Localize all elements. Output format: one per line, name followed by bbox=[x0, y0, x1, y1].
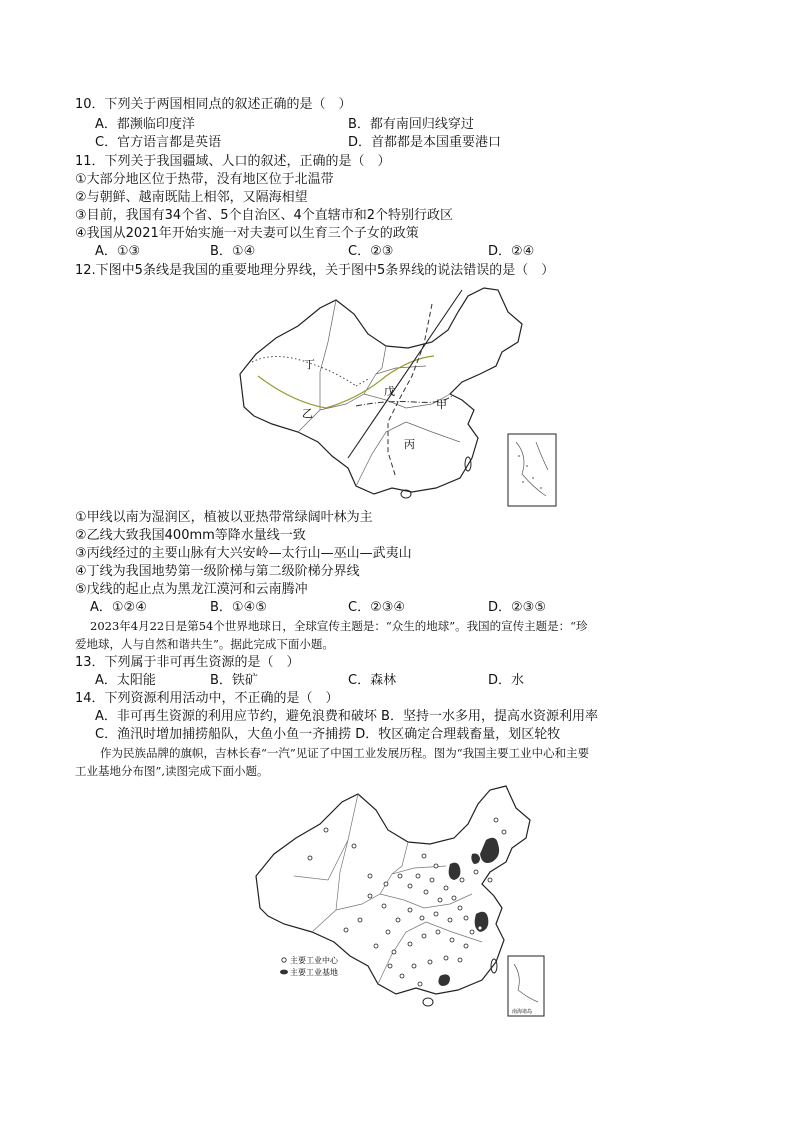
south-china-sea-inset bbox=[508, 434, 556, 506]
q12-option-c: C．②③④ bbox=[348, 600, 406, 615]
material2-line1: 作为民族品牌的旗帜，吉林长春“一汽”见证了中国工业发展历程。图为“我国主要工业中心和主要 bbox=[100, 746, 590, 760]
south-china-sea-inset-2 bbox=[508, 956, 544, 1016]
q12-statement-1: ①甲线以南为湿润区，植被以亚热带常绿阔叶林为主 bbox=[75, 510, 373, 525]
q10-option-a: A．都濒临印度洋 bbox=[95, 117, 195, 132]
q13-option-a: A．太阳能 bbox=[95, 673, 156, 688]
q14-options-cd: C．渔汛时增加捕捞船队，大鱼小鱼一齐捕捞 D．牧区确定合理载畜量，划区轮牧 bbox=[95, 727, 561, 742]
china-industry-map bbox=[250, 780, 550, 1020]
q13-stem: 13．下列属于非可再生资源的是（ ） bbox=[75, 655, 300, 670]
q10-option-b: B．都有南回归线穿过 bbox=[348, 117, 474, 132]
q14-options-ab: A．非可再生资源的利用应节约，避免浪费和破坏 B．坚持一水多用，提高水资源利用率 bbox=[95, 709, 598, 724]
boundary-line-yi bbox=[258, 356, 434, 408]
q14-stem: 14．下列资源利用活动中，不正确的是（ ） bbox=[75, 691, 339, 706]
material2-line2: 工业基地分布图”,读图完成下面小题。 bbox=[75, 764, 269, 778]
industrial-base-northeast bbox=[480, 838, 499, 863]
legend-center-label: 主要工业中心 bbox=[290, 956, 338, 965]
material1-line2: 爱地球，人与自然和谐共生”。据此完成下面小题。 bbox=[75, 637, 334, 651]
q11-option-d: D．②④ bbox=[488, 244, 535, 259]
q10-option-c: C．官方语言都是英语 bbox=[95, 135, 222, 150]
q11-option-a: A．①③ bbox=[95, 244, 141, 259]
industrial-base-pearl-delta bbox=[438, 974, 450, 986]
china-outline bbox=[240, 288, 522, 494]
legend-base-label: 主要工业基地 bbox=[290, 968, 338, 977]
q10-option-d: D．首都都是本国重要港口 bbox=[348, 135, 502, 150]
label-yi: 乙 bbox=[302, 407, 313, 420]
q11-statement-1: ①大部分地区位于热带，没有地区位于北温带 bbox=[75, 172, 334, 187]
q12-stem: 12.下图中5条线是我国的重要地理分界线，关于图中5条界线的说法错误的是（ ） bbox=[75, 263, 555, 278]
q12-option-d: D．②③⑤ bbox=[488, 600, 546, 615]
q11-statement-3: ③目前，我国有34个省、5个自治区、4个直辖市和2个特别行政区 bbox=[75, 208, 454, 223]
industrial-base-beijing-tianjin bbox=[449, 863, 461, 880]
boundary-line-wu bbox=[348, 290, 462, 458]
q12-statement-4: ④丁线为我国地势第一级阶梯与第二级阶梯分界线 bbox=[75, 564, 360, 579]
q10-stem: 10．下列关于两国相同点的叙述正确的是（ ） bbox=[75, 97, 352, 112]
china-boundary-lines-map bbox=[236, 282, 562, 512]
label-jia: 甲 bbox=[436, 398, 447, 411]
industrial-base-liaozhong bbox=[471, 854, 480, 865]
legend-base-icon bbox=[280, 970, 288, 975]
q13-option-d: D．水 bbox=[488, 673, 525, 688]
inset-note: 南海诸岛 bbox=[512, 1009, 533, 1015]
q11-option-c: C．②③ bbox=[348, 244, 394, 259]
q13-option-c: C．森林 bbox=[348, 673, 397, 688]
label-bing: 丙 bbox=[404, 438, 415, 451]
label-wu: 戊 bbox=[384, 385, 395, 398]
legend-center-icon bbox=[282, 958, 286, 962]
label-ding: 丁 bbox=[304, 358, 315, 371]
q12-option-a: A．①②④ bbox=[90, 600, 147, 615]
q13-option-b: B．铁矿 bbox=[210, 673, 258, 688]
q12-statement-3: ③丙线经过的主要山脉有大兴安岭—太行山—巫山—武夷山 bbox=[75, 546, 412, 561]
q11-statement-2: ②与朝鲜、越南既陆上相邻，又隔海相望 bbox=[75, 190, 308, 205]
q12-option-b: B．①④⑤ bbox=[210, 600, 267, 615]
q11-option-b: B．①④ bbox=[210, 244, 256, 259]
q12-statement-5: ⑤戊线的起止点为黑龙江漠河和云南腾冲 bbox=[75, 582, 308, 597]
q11-stem: 11．下列关于我国疆域、人口的叙述，正确的是（ ） bbox=[75, 154, 391, 169]
material1-line1: 2023年4月22日是第54个世界地球日，全球宣传主题是：“众生的地球”。我国的宣传主题是：“珍 bbox=[90, 619, 588, 633]
q12-statement-2: ②乙线大致我国400mm等降水量线一致 bbox=[75, 528, 306, 543]
q11-statement-4: ④我国从2021年开始实施一对夫妻可以生育三个子女的政策 bbox=[75, 226, 419, 241]
